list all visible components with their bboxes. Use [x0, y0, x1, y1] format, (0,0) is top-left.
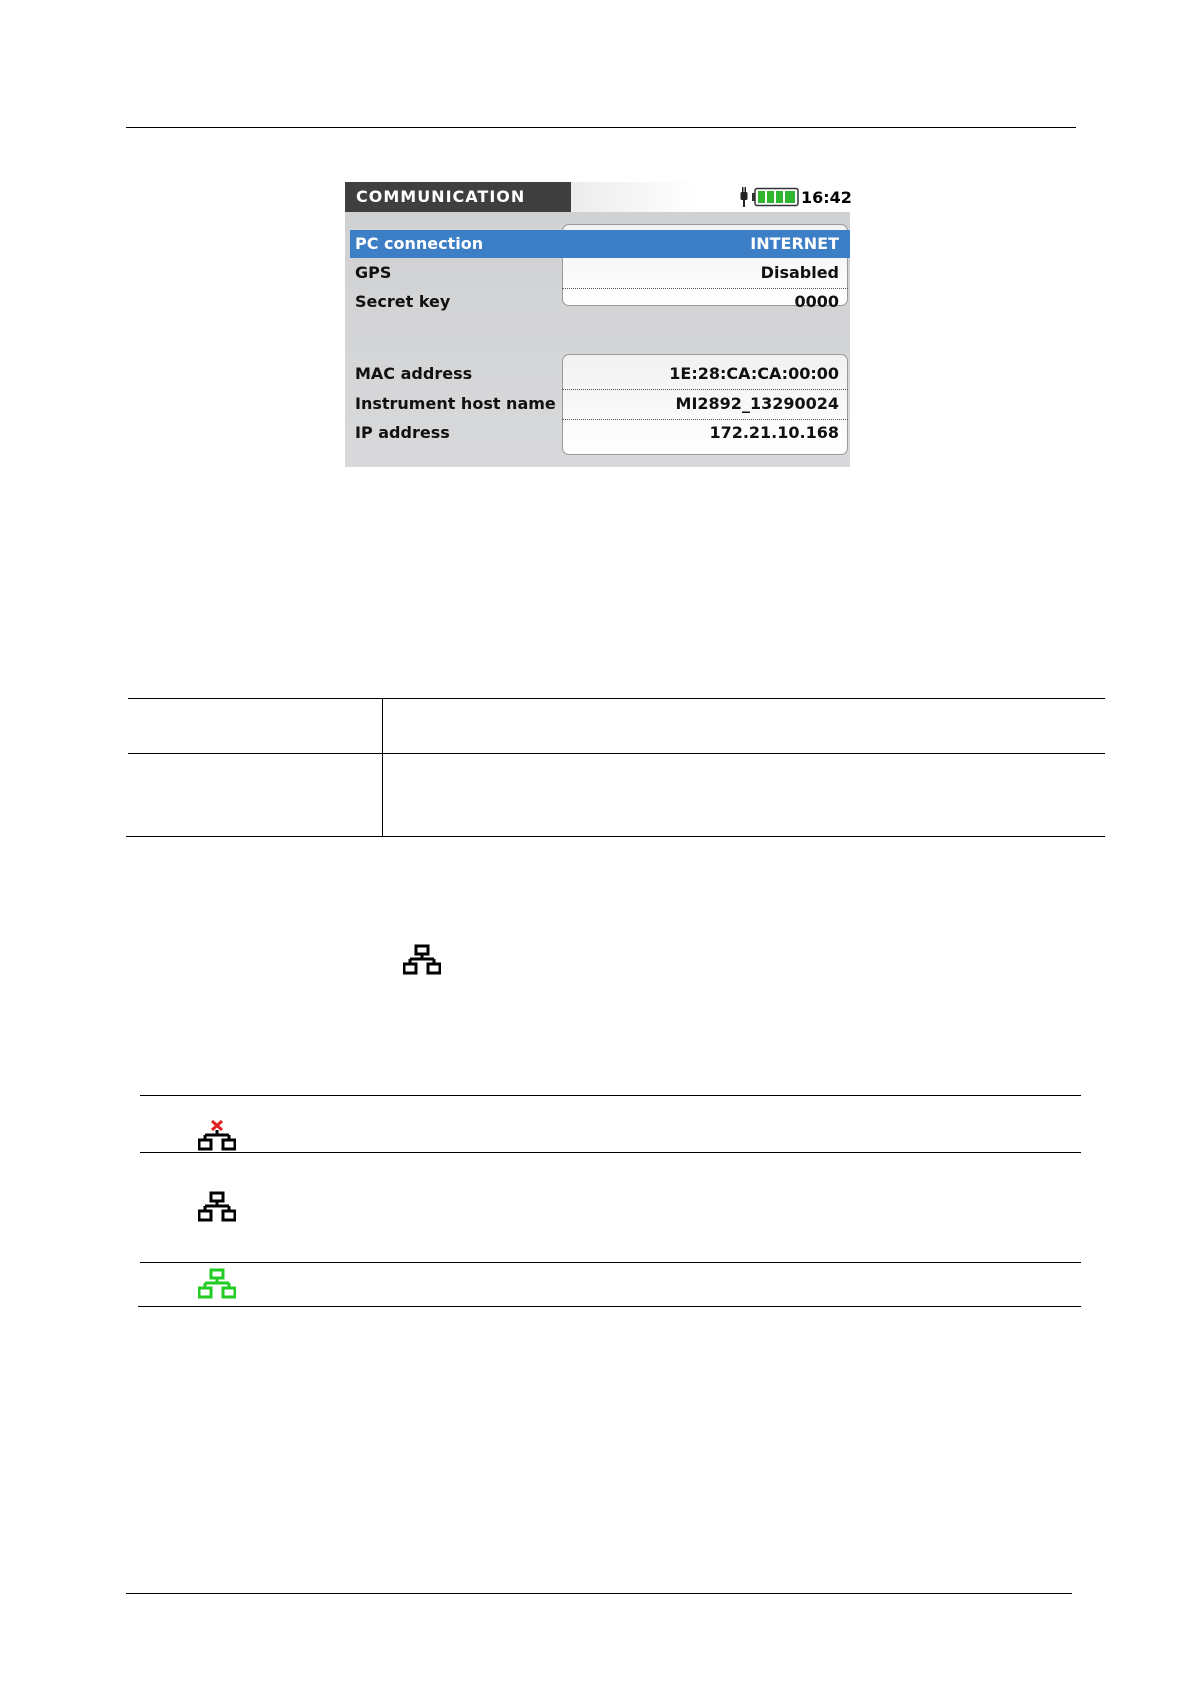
screen-title: COMMUNICATION — [345, 182, 571, 212]
clock: 16:42 — [801, 188, 852, 207]
setting-value: INTERNET — [750, 234, 839, 253]
table-rule-bottom — [126, 836, 1105, 837]
setting-label: GPS — [355, 263, 392, 282]
info-label: IP address — [355, 423, 450, 442]
setting-label: PC connection — [355, 234, 484, 253]
network-icon — [198, 1191, 236, 1223]
network-disconnected-icon — [198, 1120, 236, 1152]
info-value: MI2892_13290024 — [675, 394, 839, 413]
table-rule — [140, 1152, 1081, 1153]
info-label: MAC address — [355, 364, 473, 383]
info-value: 1E:28:CA:CA:00:00 — [669, 364, 839, 383]
battery-full-icon — [752, 187, 800, 207]
table-column-divider — [382, 698, 383, 836]
setting-label: Secret key — [355, 292, 451, 311]
instrument-screen — [345, 182, 850, 467]
table-rule-mid — [128, 753, 1105, 754]
header-rule — [126, 127, 1076, 128]
info-value: 172.21.10.168 — [709, 423, 839, 442]
setting-row-pc-connection[interactable] — [350, 230, 850, 258]
status-bar — [345, 182, 850, 212]
info-row-mac-address — [345, 360, 850, 388]
plug-icon — [739, 187, 749, 207]
setting-value: 0000 — [794, 292, 839, 311]
info-label: Instrument host name — [355, 394, 556, 413]
table-rule-top — [128, 698, 1105, 699]
setting-row-gps[interactable] — [345, 259, 850, 287]
table-rule — [140, 1262, 1081, 1263]
table-rule-bottom — [138, 1306, 1081, 1307]
network-icon — [403, 944, 441, 976]
footer-rule — [126, 1593, 1072, 1594]
setting-row-secret-key[interactable] — [345, 288, 850, 316]
setting-value: Disabled — [760, 263, 839, 282]
network-connected-icon — [198, 1268, 236, 1300]
info-row-host-name — [345, 390, 850, 418]
info-row-ip-address — [345, 419, 850, 447]
table-rule-top — [140, 1095, 1081, 1096]
